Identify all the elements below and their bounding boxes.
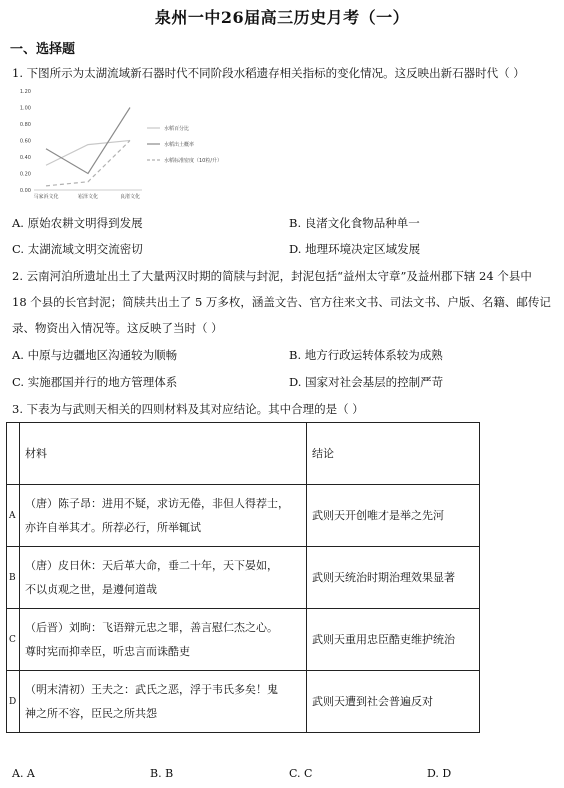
q3-option-b[interactable]: B. B bbox=[150, 767, 174, 780]
y-tick-label: 0.00 bbox=[19, 188, 31, 194]
row-material bbox=[20, 547, 307, 609]
page-title: 泉州一中26届高三历史月考（一） bbox=[154, 8, 410, 27]
y-tick-label: 0.80 bbox=[19, 122, 31, 128]
q2-option-b[interactable]: B. 地方行政运转体系较为成熟 bbox=[289, 348, 443, 362]
q1-option-b[interactable]: B. 良渚文化食物品种单一 bbox=[289, 216, 420, 230]
x-tick-label: 马家浜文化 bbox=[33, 194, 59, 200]
rice-indicator-chart bbox=[10, 84, 260, 210]
table-row bbox=[7, 609, 480, 671]
table-header-material: 材料 bbox=[20, 423, 307, 485]
material-line: 不以贞观之世，是遵何道哉 bbox=[25, 582, 157, 596]
q2-stem-line-1: 2. 云南河泊所遗址出土了大量两汉时期的简牍与封泥，封泥包括“益州太守章”及益州郡下辖 24 个县中 bbox=[12, 269, 532, 283]
table-header-row bbox=[7, 423, 480, 485]
material-line: 神之所不容，臣民之所共怨 bbox=[25, 706, 157, 720]
table-row bbox=[7, 485, 480, 547]
row-key: D bbox=[7, 671, 20, 733]
y-tick-label: 0.60 bbox=[19, 138, 31, 145]
x-tick-label: 良渚文化 bbox=[119, 194, 141, 200]
series-line bbox=[46, 141, 130, 186]
q1-option-d[interactable]: D. 地理环境决定区域发展 bbox=[289, 242, 421, 256]
y-tick-label: 1.00 bbox=[19, 105, 31, 112]
row-material bbox=[20, 671, 307, 733]
material-line: （明末清初）王夫之：武氏之恶，浮于韦氏多矣！鬼 bbox=[25, 682, 278, 696]
legend-label: 水稻出土概率 bbox=[164, 142, 195, 148]
q3-option-d[interactable]: D. D bbox=[427, 767, 452, 780]
x-axis bbox=[33, 193, 140, 200]
y-tick-label: 0.40 bbox=[19, 155, 31, 161]
table-header-key bbox=[7, 423, 20, 485]
y-tick-label: 0.20 bbox=[19, 171, 31, 178]
table-row bbox=[7, 547, 480, 609]
q2-stem-line-3: 录、物资出入情况等。这反映了当时（ ） bbox=[12, 321, 223, 335]
section-heading: 一、选择题 bbox=[10, 42, 76, 57]
row-key: B bbox=[7, 547, 20, 609]
row-material bbox=[20, 609, 307, 671]
legend-label: 水稻标准密度（10粒/升） bbox=[164, 158, 223, 164]
q3-stem: 3. 下表为与武则天相关的四则材料及其对应结论。其中合理的是（ ） bbox=[12, 402, 364, 416]
row-material bbox=[20, 485, 307, 547]
q1-stem: 1. 下图所示为太湖流域新石器时代不同阶段水稻遗存相关指标的变化情况。这反映出新石器时代（ ） bbox=[12, 66, 525, 80]
row-key: C bbox=[7, 609, 20, 671]
q2-stem-line-2: 18 个县的长官封泥；简牍共出土了 5 万多枚，涵盖文告、官方往来文书、司法文书、户版、名籍、邮传记 bbox=[12, 295, 551, 309]
material-line: 尊时宪而抑幸臣，听忠言而诛酷吏 bbox=[25, 644, 190, 658]
series-line bbox=[46, 141, 130, 166]
material-line: （唐）陈子昂：进用不疑，求访无倦，非但人得荐士， bbox=[25, 496, 289, 510]
row-conclusion: 武则天开创唯才是举之先河 bbox=[307, 485, 480, 547]
row-conclusion: 武则天遭到社会普遍反对 bbox=[307, 671, 480, 733]
table-header-conclusion: 结论 bbox=[307, 423, 480, 485]
y-tick-label: 1.20 bbox=[19, 89, 31, 95]
q2-option-c[interactable]: C. 实施郡国并行的地方管理体系 bbox=[12, 375, 178, 389]
material-line: （唐）皮日休：天后革大命，垂二十年，天下晏如， bbox=[25, 558, 278, 572]
chart-series bbox=[46, 108, 130, 186]
legend-label: 水稻百分比 bbox=[164, 126, 190, 132]
table-row bbox=[7, 671, 480, 733]
q1-option-c[interactable]: C. 太湖流域文明交流密切 bbox=[12, 242, 143, 256]
row-key: A bbox=[7, 485, 20, 547]
material-line: 亦许自举其才。所荐必行，所举辄试 bbox=[25, 520, 201, 534]
q2-option-a[interactable]: A. 中原与边疆地区沟通较为顺畅 bbox=[12, 348, 178, 362]
series-line bbox=[46, 108, 130, 174]
q1-option-a[interactable]: A. 原始农耕文明得到发展 bbox=[12, 216, 143, 230]
row-conclusion: 武则天统治时期治理效果显著 bbox=[307, 547, 480, 609]
q2-option-d[interactable]: D. 国家对社会基层的控制严苛 bbox=[289, 375, 444, 389]
q3-option-c[interactable]: C. C bbox=[289, 767, 313, 780]
material-line: （后晋）刘昫：飞语辩元忠之罪，善言慰仁杰之心。 bbox=[25, 620, 278, 634]
row-conclusion: 武则天重用忠臣酷吏维护统治 bbox=[307, 609, 480, 671]
q3-material-table bbox=[6, 422, 480, 733]
chart-legend bbox=[147, 125, 222, 164]
x-tick-label: 崧泽文化 bbox=[77, 194, 99, 200]
q3-option-a[interactable]: A. A bbox=[12, 767, 35, 780]
